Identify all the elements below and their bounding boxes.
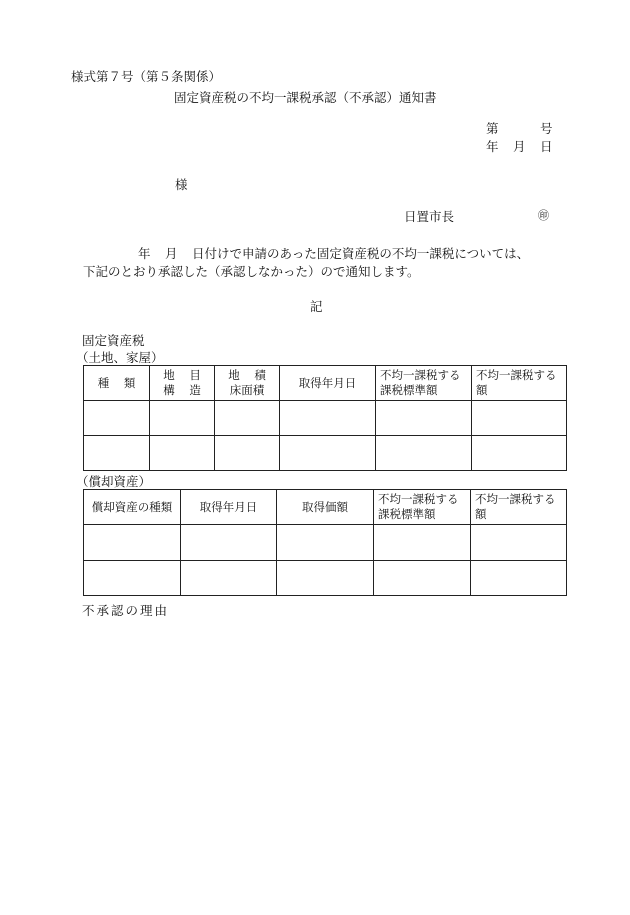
body-year: 年 [138, 246, 151, 261]
cell[interactable] [84, 525, 181, 561]
date-year: 年 [486, 139, 499, 154]
header-acquisition-price: 取得価額 [277, 490, 374, 525]
cell[interactable] [84, 561, 181, 596]
date-month: 月 [513, 139, 526, 154]
table1-header-row [84, 366, 567, 401]
header-chimoku-kozo: 地 目 構 造 [150, 366, 215, 401]
cell[interactable] [374, 525, 471, 561]
depreciable-asset-table [83, 489, 567, 596]
doc-number-dai: 第 [486, 121, 499, 136]
cell[interactable] [280, 436, 376, 471]
recipient-suffix: 様 [175, 177, 188, 192]
date-day: 日 [540, 139, 553, 154]
cell[interactable] [84, 436, 150, 471]
cell[interactable] [472, 436, 567, 471]
table-row [84, 525, 567, 561]
issuer-name: 日置市長 [404, 209, 455, 224]
cell[interactable] [150, 436, 215, 471]
header-type: 種 類 [84, 366, 150, 401]
rejection-reason-label: 不承認の理由 [82, 603, 170, 618]
cell[interactable] [150, 401, 215, 436]
document-title: 固定資産税の不均一課税承認（不承認）通知書 [174, 90, 437, 105]
header-tax-amount: 不均一課税する 額 [472, 366, 567, 401]
cell[interactable] [277, 561, 374, 596]
table-row [84, 561, 567, 596]
table2-header-row [84, 490, 567, 525]
cell[interactable] [277, 525, 374, 561]
form-number: 様式第７号（第５条関係） [71, 69, 222, 84]
body-line-1: 日付けで申請のあった固定資産税の不均一課税については、 [192, 246, 530, 261]
table2-caption: （償却資産） [76, 474, 152, 489]
cell[interactable] [181, 525, 277, 561]
body-month: 月 [165, 246, 178, 261]
table-row [84, 436, 567, 471]
cell[interactable] [471, 525, 567, 561]
cell[interactable] [181, 561, 277, 596]
header-acquired-date: 取得年月日 [181, 490, 277, 525]
cell[interactable] [215, 436, 280, 471]
ki-heading: 記 [310, 299, 323, 314]
cell[interactable] [374, 561, 471, 596]
table1-caption: （土地、家屋） [76, 350, 164, 365]
cell[interactable] [280, 401, 376, 436]
land-building-table [83, 365, 567, 471]
cell[interactable] [471, 561, 567, 596]
header-asset-type: 償却資産の種類 [84, 490, 181, 525]
section-title: 固定資産税 [82, 333, 145, 348]
cell[interactable] [215, 401, 280, 436]
cell[interactable] [376, 436, 472, 471]
cell[interactable] [376, 401, 472, 436]
cell[interactable] [84, 401, 150, 436]
header-acquired-date: 取得年月日 [280, 366, 376, 401]
table-row [84, 401, 567, 436]
header-tax-base: 不均一課税する 課税標準額 [374, 490, 471, 525]
seal-icon: ㊞ [538, 209, 549, 222]
doc-number-go: 号 [540, 121, 553, 136]
body-line-2: 下記のとおり承認した（承認しなかった）ので通知します。 [83, 264, 420, 279]
header-tax-amount: 不均一課税する 額 [471, 490, 567, 525]
header-tax-base: 不均一課税する 課税標準額 [376, 366, 472, 401]
cell[interactable] [472, 401, 567, 436]
header-area: 地 積 床面積 [215, 366, 280, 401]
